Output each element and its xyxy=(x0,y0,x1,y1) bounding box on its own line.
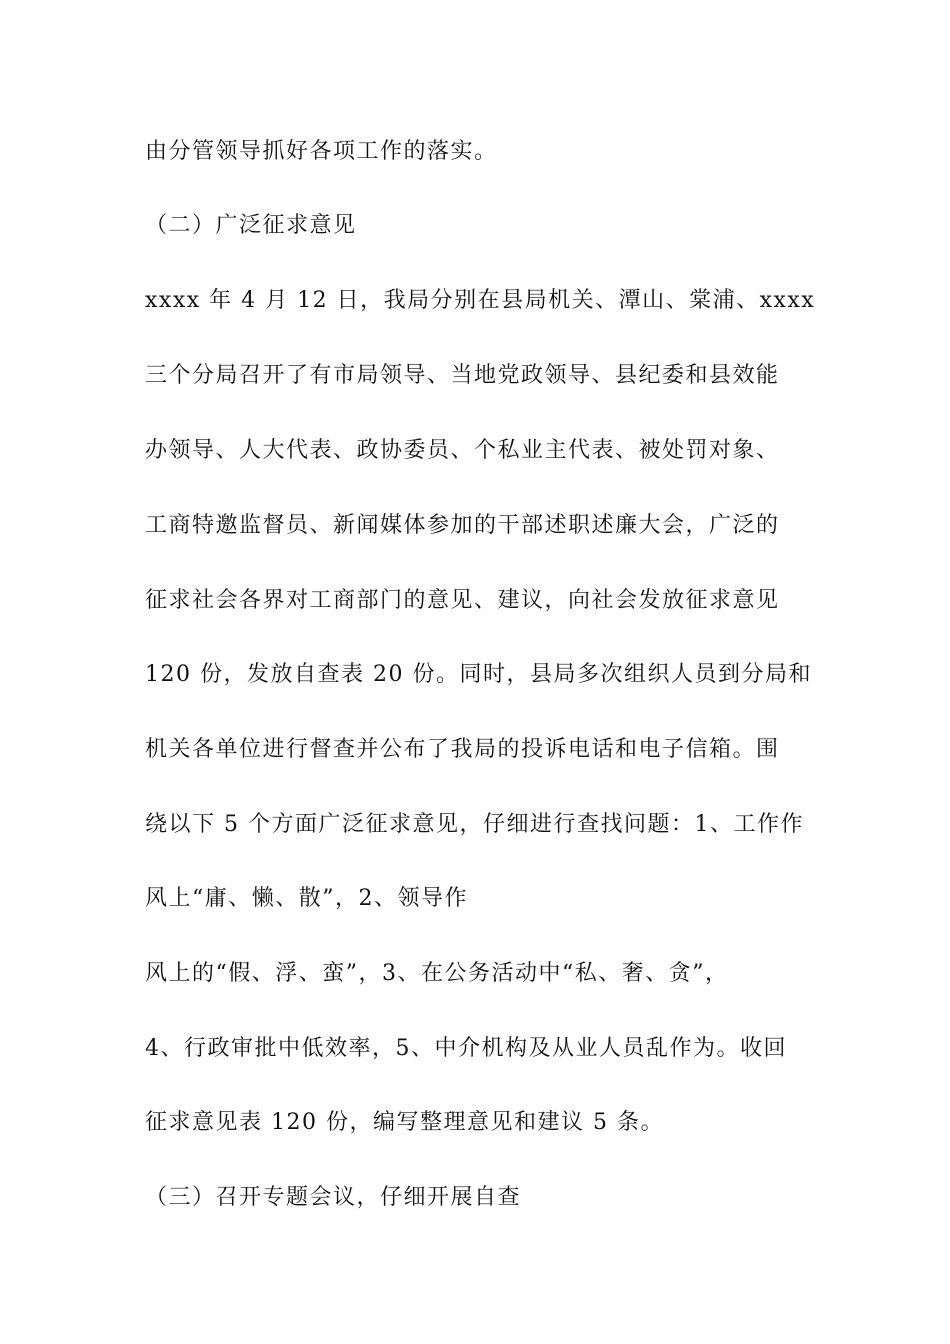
body-text-line: 风上“庸、懒、散”，2、领导作 xyxy=(145,886,468,911)
body-text-line: 三个分局召开了有市局领导、当地党政领导、县纪委和县效能 xyxy=(145,363,780,388)
body-text-line: 办领导、人大代表、政协委员、个私业主代表、被处罚对象、 xyxy=(145,438,780,463)
section-heading: （三）召开专题会议，仔细开展自查 xyxy=(145,1185,522,1210)
body-text-line: 风上的“假、浮、蛮”，3、在公务活动中“私、奢、贪”， xyxy=(145,961,729,986)
body-text-line: 4、行政审批中低效率，5、中介机构及从业人员乱作为。收回 xyxy=(145,1036,787,1061)
body-text-line: 工商特邀监督员、新闻媒体参加的干部述职述廉大会，广泛的 xyxy=(145,513,780,538)
body-text-line: 绕以下 5 个方面广泛征求意见，仔细进行查找问题：1、工作作 xyxy=(145,812,804,837)
body-text-line: 120 份，发放自查表 20 份。同时，县局多次组织人员到分局和 xyxy=(145,662,812,687)
body-text-line: xxxx 年 4 月 12 日，我局分别在县局机关、潭山、棠浦、xxxx xyxy=(145,288,816,313)
body-text-line: 由分管领导抓好各项工作的落实。 xyxy=(145,139,498,164)
body-text-line: 征求社会各界对工商部门的意见、建议，向社会发放征求意见 xyxy=(145,588,780,613)
body-text-line: 机关各单位进行督查并公布了我局的投诉电话和电子信箱。围 xyxy=(145,737,780,762)
section-heading: （二）广泛征求意见 xyxy=(145,213,357,238)
body-text-line: 征求意见表 120 份，编写整理意见和建议 5 条。 xyxy=(145,1110,664,1135)
